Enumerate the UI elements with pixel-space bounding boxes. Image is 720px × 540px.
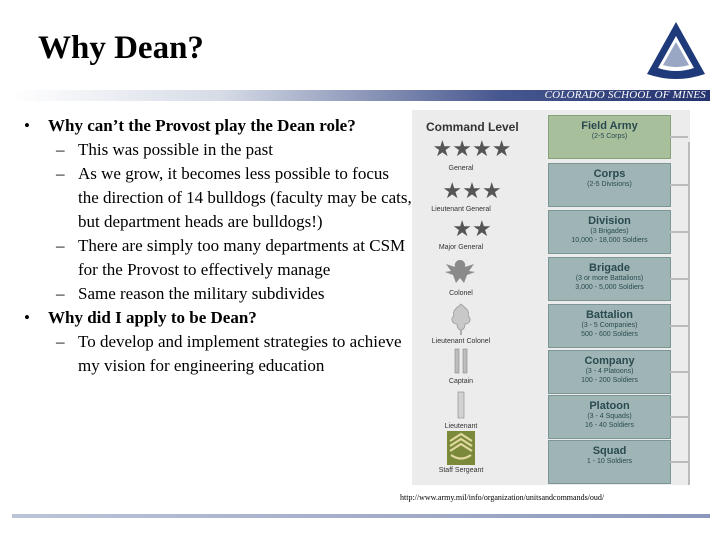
connector-tick: [670, 184, 688, 186]
unit-detail: (3 Brigades): [590, 228, 629, 235]
rank-label: Staff Sergeant: [438, 467, 484, 474]
unit-size: 10,000 - 18,000 Soldiers: [571, 237, 648, 244]
unit-detail: (3 or more Battalions): [575, 275, 644, 282]
unit-size: 100 - 200 Soldiers: [581, 377, 638, 384]
unit-box: [548, 115, 671, 159]
sub-bullet-item: [22, 234, 412, 282]
command-level-header: Command Level: [426, 120, 519, 134]
unit-name: Field Army: [581, 120, 638, 132]
sergeant-chevrons-icon: [447, 431, 475, 465]
bullet-marker: •: [24, 308, 30, 327]
connector-tick: [670, 325, 688, 327]
connector-tick: [670, 278, 688, 280]
unit-detail: (3 - 4 Platoons): [585, 368, 634, 375]
unit-box: [548, 395, 671, 439]
rank-label: General: [448, 165, 474, 172]
unit-box: [548, 350, 671, 394]
rank-label: Captain: [448, 378, 474, 385]
connector-tick: [670, 231, 688, 233]
unit-size: 3,000 - 5,000 Soldiers: [575, 284, 644, 291]
bullet-text: Why can’t the Provost play the Dean role?: [48, 116, 356, 135]
bullet-text: Why did I apply to be Dean?: [48, 308, 257, 327]
four-star-icon: ★★★★: [432, 136, 512, 161]
rank-label: Lieutenant Colonel: [431, 338, 491, 345]
bullet-list: [22, 114, 412, 378]
sub-bullet-text: There are simply too many departments at CSM for the Provost to effectively manage: [78, 236, 406, 279]
unit-name: Squad: [592, 445, 627, 457]
oak-leaf-insignia-icon: [446, 302, 476, 336]
unit-name: Battalion: [585, 309, 634, 321]
slide-title: Why Dean?: [38, 30, 204, 66]
sub-bullet-text: To develop and implement strategies to achieve my vision for engineering education: [78, 332, 402, 375]
connector-tick: [670, 371, 688, 373]
connector-line: [688, 142, 690, 485]
connector-tick: [670, 136, 688, 138]
unit-detail: (3 - 5 Companies): [581, 322, 638, 329]
dash-marker: –: [56, 164, 65, 183]
unit-size: 1 - 10 Soldiers: [586, 458, 633, 465]
unit-box: [548, 304, 671, 348]
army-command-chart: [412, 110, 690, 485]
sub-bullet-item: [22, 138, 412, 162]
connector-tick: [670, 416, 688, 418]
unit-box: [548, 163, 671, 207]
dash-marker: –: [56, 236, 65, 255]
two-star-icon: ★★: [452, 216, 492, 241]
captain-bars-icon: [451, 348, 471, 374]
bullet-marker: •: [24, 116, 30, 135]
footer-bar: [12, 514, 710, 518]
dash-marker: –: [56, 284, 65, 303]
rank-label: Colonel: [449, 290, 473, 297]
unit-size: 16 - 40 Soldiers: [584, 422, 635, 429]
sub-bullet-text: Same reason the military subdivides: [78, 284, 325, 303]
unit-name: Corps: [593, 168, 626, 180]
unit-detail: (3 - 4 Squads): [587, 413, 632, 420]
unit-size: 500 - 600 Soldiers: [581, 331, 638, 338]
unit-name: Division: [588, 215, 631, 227]
sub-bullet-item: [22, 330, 412, 378]
connector-tick: [670, 461, 688, 463]
eagle-insignia-icon: [442, 256, 478, 288]
school-name: COLORADO SCHOOL OF MINES: [544, 89, 706, 101]
bullet-item: [22, 114, 412, 138]
school-logo-icon: [645, 20, 707, 82]
rank-label: Lieutenant: [444, 423, 478, 430]
lieutenant-bar-icon: [455, 391, 467, 419]
unit-box: [548, 210, 671, 254]
three-star-icon: ★★★: [442, 178, 502, 203]
rank-label: Major General: [438, 244, 484, 251]
dash-marker: –: [56, 332, 65, 351]
unit-detail: (2-5 Divisions): [587, 181, 632, 188]
sub-bullet-text: As we grow, it becomes less possible to focus the direction of 14 bulldogs (faculty may be cats, but department heads are bulldogs!): [78, 164, 412, 231]
source-url[interactable]: http://www.army.mil/info/organization/unitsandcommands/oud/: [400, 493, 605, 502]
sub-bullet-item: [22, 162, 412, 234]
unit-name: Company: [584, 355, 635, 367]
bullet-item: [22, 306, 412, 330]
rank-label: Lieutenant General: [431, 206, 491, 213]
unit-box: [548, 440, 671, 484]
unit-name: Platoon: [589, 400, 630, 412]
unit-name: Brigade: [589, 262, 630, 274]
unit-detail: (2-5 Corps): [591, 133, 628, 140]
sub-bullet-item: [22, 282, 412, 306]
dash-marker: –: [56, 140, 65, 159]
unit-box: [548, 257, 671, 301]
sub-bullet-text: This was possible in the past: [78, 140, 274, 159]
